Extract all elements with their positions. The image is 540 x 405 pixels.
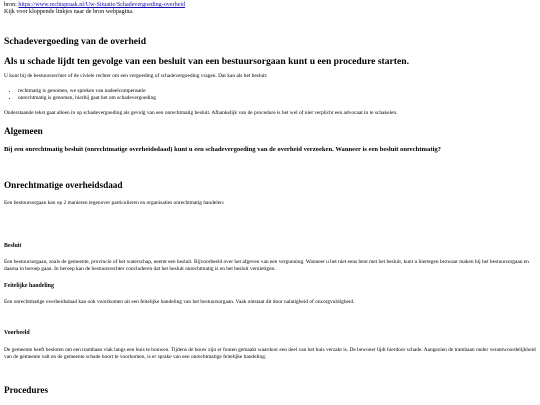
list-item: • onrechtmatig is genomen, hierbij gaat het om schadevergoeding <box>18 95 536 102</box>
source-note: Kijk voor kloppende linkjes naar de bron webpagina. <box>4 9 134 15</box>
besluit-heading: Besluit <box>4 243 22 249</box>
algemeen-heading: Algemeen <box>4 126 43 136</box>
page-title: Schadevergoeding van de overheid <box>4 36 147 47</box>
algemeen-question: Bij een onrechtmatig besluit (onrechtmatige overheidsdaad) kunt u een schadevergoeding van de overheid verzoeken. Wanneer is een besluit onrechtmatig? <box>4 146 441 153</box>
voorbeeld-heading: Voorbeeld <box>4 330 30 336</box>
feitelijk-heading: Feitelijke handeling <box>4 283 54 289</box>
besluit-text: Een bestuursorgaan, zoals de gemeente, provincie of het waterschap, neemt een besluit. Bijvoorbeeld over het afgeven van een vergunning. Wanneer u het niet eens bent met het besluit, kunt u hiertegen bezwaar maken bij het bestuursorgaan en daarna in beroep gaan. In beroep kan de bestuursrechter concluderen dat het besluit onrechtmatig is en het besluit vernietigen. <box>4 259 529 272</box>
procedures-heading: Procedures <box>4 385 49 395</box>
overheidsdaad-heading: Onrechtmatige overheidsdaad <box>4 180 123 190</box>
intro-after-paragraph: Onderstaande tekst gaat alleen in op schadevergoeding als gevolg van een onrechtmatig besluit. Afhankelijk van de procedure is het wel of niet verplicht een advocaat in te schakelen. <box>4 110 398 116</box>
source-prefix: bron: <box>4 2 19 8</box>
source-line <box>4 2 536 9</box>
page-subtitle: Als u schade lijdt ten gevolge van een besluit van een bestuursorgaan kunt u een procedure starten. <box>4 56 409 67</box>
voorbeeld-text: De gemeente heeft besloten om een trambaan vlak langs een huis te bouwen. Tijdens de bouw zijn er fouten gemaakt waardoor een deel van het huis verzakt is. De bewoner lijdt hierdoor schade. Aangezien de trambaan onder verantwoordelijkheid van de gemeente valt en de gemeente schade hoort te voorkomen, is er sprake van een onrechtmatige feitelijke handeling. <box>4 347 536 360</box>
feitelijk-text: Een onrechtmatige overheidsdaad kan ook voortkomen uit een feitelijke handeling van het bestuursorgaan. Vaak ontstaat dit door nalatigheid of onzorgvuldigheid. <box>4 299 355 305</box>
intro-paragraph: U kunt bij de bestuursrechter of de civiele rechter om een vergoeding of schadevergoeding vragen. Dat kan als het besluit: <box>4 73 268 79</box>
source-link[interactable]: https://www.rechtspraak.nl/Uw-Situatie/Schadevergoeding-overheid <box>18 2 186 8</box>
overheidsdaad-text: Een bestuursorgaan kan op 2 manieren tegenover particulieren en organisaties onrechtmatig handelen: <box>4 200 225 206</box>
list-item: • rechtmatig is genomen, we spreken van nadeelcompensatie <box>18 88 536 95</box>
condition-list <box>4 88 536 102</box>
document-page <box>0 0 540 16</box>
